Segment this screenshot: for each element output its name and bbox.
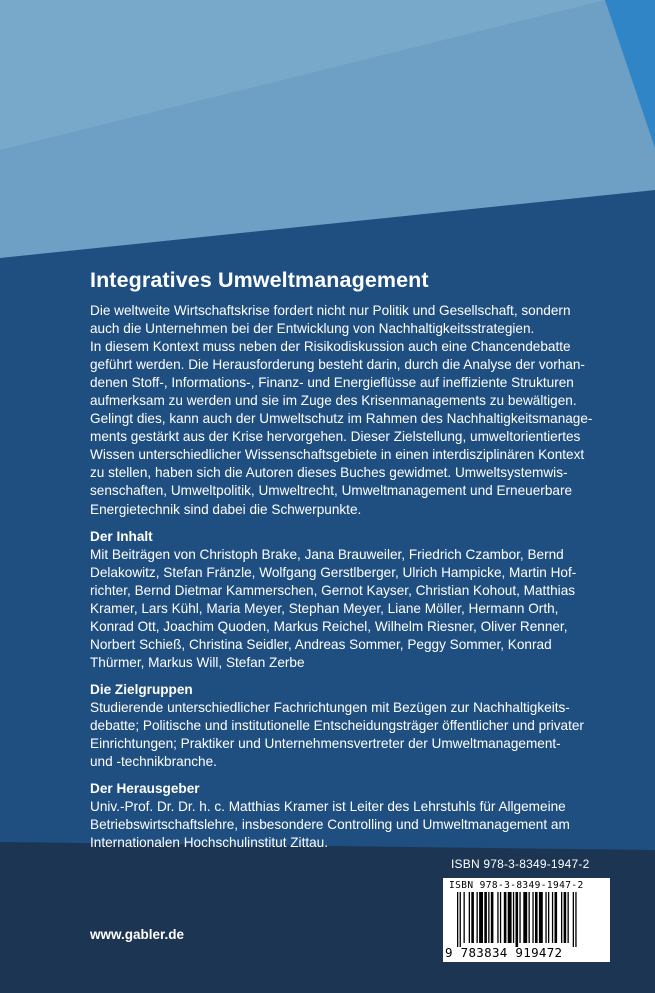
inhalt-line: Norbert Schieß, Christina Seidler, Andreas Sommer, Peggy Sommer, Konrad xyxy=(90,636,552,652)
isbn-number: ISBN 978-3-8349-1947-2 xyxy=(451,857,590,871)
zielgruppen-line: Studierende unterschiedlicher Fachrichtungen mit Bezügen zur Nachhaltigkeits- xyxy=(90,699,570,715)
intro-line: denen Stoff-, Informations-, Finanz- und Energieflüsse auf ineffiziente Strukturen xyxy=(90,375,574,391)
inhalt-line: Mit Beiträgen von Christoph Brake, Jana Brauweiler, Friedrich Czambor, Bernd xyxy=(90,546,564,562)
intro-line: Gelingt dies, kann auch der Umweltschutz im Rahmen des Nachhaltigkeitsmanage- xyxy=(90,411,593,427)
intro-paragraph xyxy=(90,302,610,519)
intro-line: Wissen unterschiedlicher Wissenschaftsgebiete in einen interdisziplinären Kontext xyxy=(90,447,585,463)
book-title: Integratives Umweltmanagement xyxy=(90,268,429,292)
intro-line: In diesem Kontext muss neben der Risikodiskussion auch eine Chancendebatte xyxy=(90,339,571,355)
inhalt-line: richter, Bernd Dietmar Kammerschen, Gernot Kayser, Christian Kohout, Matthias xyxy=(90,582,576,598)
inhalt-line: Kramer, Lars Kühl, Maria Meyer, Stephan Meyer, Liane Möller, Hermann Orth, xyxy=(90,600,559,616)
intro-line: geführt werden. Die Herausforderung besteht darin, durch die Analyse der vorhan- xyxy=(90,357,585,373)
section-heading-zielgruppen: Die Zielgruppen xyxy=(90,681,193,697)
intro-line: aufmerksam zu werden und sie im Zuge des Krisenmanagements zu bewältigen. xyxy=(90,393,577,409)
section-heading-inhalt: Der Inhalt xyxy=(90,528,153,544)
intro-line: Energietechnik sind dabei die Schwerpunkte. xyxy=(90,501,362,517)
intro-line: senschaften, Umweltpolitik, Umweltrecht, Umweltmanagement und Erneuerbare xyxy=(90,483,573,499)
barcode-isbn-label: ISBN 978-3-8349-1947-2 xyxy=(449,880,584,891)
herausgeber-text xyxy=(90,798,610,852)
zielgruppen-line: debatte; Politische und institutionelle Entscheidungsträger öffentlicher und privater xyxy=(90,718,584,734)
section-inhalt xyxy=(90,528,610,672)
publisher-url: www.gabler.de xyxy=(90,927,185,942)
section-zielgruppen xyxy=(90,681,610,771)
inhalt-text xyxy=(90,546,610,672)
intro-line: auch die Unternehmen bei der Entwicklung von Nachhaltigkeitsstrategien. xyxy=(90,321,535,337)
intro-line: ments gestärkt aus der Krise hervorgehen. Dieser Zielstellung, umweltorientiertes xyxy=(90,429,581,445)
back-cover-text xyxy=(90,268,610,852)
zielgruppen-line: und -technikbranche. xyxy=(90,754,217,770)
inhalt-line: Thürmer, Markus Will, Stefan Zerbe xyxy=(90,654,305,670)
inhalt-line: Konrad Ott, Joachim Quoden, Markus Reichel, Wilhelm Riesner, Oliver Renner, xyxy=(90,618,568,634)
zielgruppen-text xyxy=(90,699,610,771)
herausgeber-line: Internationalen Hochschulinstitut Zittau. xyxy=(90,835,329,851)
section-herausgeber xyxy=(90,780,610,852)
inhalt-line: Delakowitz, Stefan Fränzle, Wolfgang Gerstlberger, Ulrich Hampicke, Martin Hof- xyxy=(90,564,577,580)
barcode-digits: 9 783834 919472 xyxy=(445,945,563,960)
intro-line: zu stellen, haben sich die Autoren dieses Buches gewidmet. Umweltsystemwis- xyxy=(90,465,568,481)
isbn-barcode xyxy=(443,878,610,962)
zielgruppen-line: Einrichtungen; Praktiker und Unternehmensvertreter der Umweltmanagement- xyxy=(90,736,561,752)
herausgeber-line: Betriebswirtschaftslehre, insbesondere Controlling und Umweltmanagement am xyxy=(90,817,570,833)
intro-line: Die weltweite Wirtschaftskrise fordert nicht nur Politik und Gesellschaft, sondern xyxy=(90,303,571,318)
herausgeber-line: Univ.-Prof. Dr. Dr. h. c. Matthias Kramer ist Leiter des Lehrstuhls für Allgemeine xyxy=(90,799,566,815)
section-heading-herausgeber: Der Herausgeber xyxy=(90,781,200,797)
